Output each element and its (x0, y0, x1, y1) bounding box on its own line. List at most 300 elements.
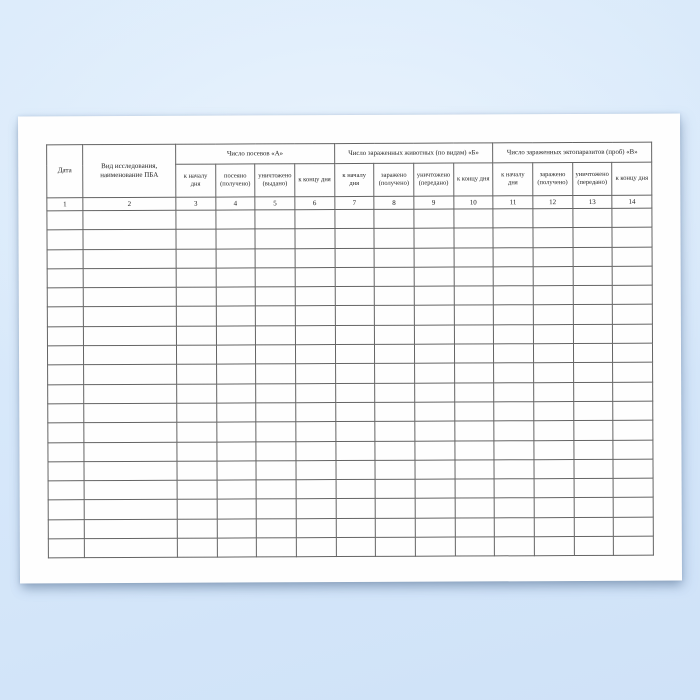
table-cell (47, 288, 83, 307)
table-cell (295, 325, 335, 344)
table-cell (83, 210, 176, 230)
table-cell (613, 382, 653, 401)
table-cell (336, 480, 376, 499)
table-cell (84, 461, 177, 481)
table-cell (335, 287, 375, 306)
table-cell (454, 363, 494, 382)
table-cell (48, 539, 84, 558)
table-cell (84, 365, 177, 385)
table-cell (48, 500, 84, 519)
table-cell (455, 537, 495, 556)
table-cell (534, 479, 574, 498)
table-cell (295, 229, 335, 248)
table-cell (414, 267, 454, 286)
table-cell (335, 422, 375, 441)
table-cell (176, 210, 216, 229)
table-cell (573, 363, 613, 382)
table-cell (414, 344, 454, 363)
table-cell (295, 287, 335, 306)
table-cell (494, 402, 534, 421)
table-cell (573, 324, 613, 343)
table-cell (534, 401, 574, 420)
subcol-a-start: к началу дня (176, 164, 216, 197)
paper-sheet (18, 114, 682, 584)
col-number: 2 (83, 197, 176, 210)
table-cell (454, 286, 494, 305)
table-cell (216, 268, 256, 287)
table-cell (374, 248, 414, 267)
table-cell (176, 268, 216, 287)
table-row (47, 285, 652, 307)
table-row (47, 343, 652, 365)
table-cell (455, 460, 495, 479)
table-cell (375, 460, 415, 479)
table-cell (47, 326, 83, 345)
table-row (47, 324, 652, 346)
col-number: 10 (453, 196, 493, 209)
col-number: 14 (612, 195, 652, 208)
table-cell (414, 286, 454, 305)
table-cell (176, 229, 216, 248)
table-cell (177, 538, 217, 557)
table-cell (296, 499, 336, 518)
table-cell (453, 209, 493, 228)
table-cell (176, 287, 216, 306)
table-cell (177, 519, 217, 538)
table-cell (613, 420, 653, 439)
table-cell (534, 459, 574, 478)
table-cell (612, 247, 652, 266)
table-cell (454, 421, 494, 440)
table-cell (494, 421, 534, 440)
table-cell (335, 402, 375, 421)
table-cell (494, 363, 534, 382)
table-cell (176, 249, 216, 268)
table-cell (573, 247, 613, 266)
table-cell (295, 306, 335, 325)
table-cell (573, 286, 613, 305)
col-header-research: Вид исследования, наименование ПБА (83, 144, 176, 197)
table-cell (217, 461, 257, 480)
table-cell (574, 498, 614, 517)
table-cell (336, 441, 376, 460)
table-row (48, 401, 653, 423)
table-cell (375, 306, 415, 325)
table-cell (573, 421, 613, 440)
table-body (47, 208, 653, 558)
table-cell (47, 269, 83, 288)
subcol-b-infected: заражено (получено) (374, 163, 414, 196)
table-cell (493, 247, 533, 266)
table-cell (612, 208, 652, 227)
table-cell (614, 517, 654, 536)
table-cell (415, 518, 455, 537)
table-cell (84, 500, 177, 520)
table-cell (374, 229, 414, 248)
table-cell (256, 345, 296, 364)
table-cell (494, 324, 534, 343)
table-cell (614, 536, 654, 555)
col-number: 6 (295, 197, 335, 210)
table-cell (216, 364, 256, 383)
table-cell (613, 363, 653, 382)
table-cell (533, 305, 573, 324)
table-cell (216, 287, 256, 306)
col-number: 13 (572, 195, 612, 208)
table-cell (415, 479, 455, 498)
table-cell (375, 479, 415, 498)
table-cell (84, 538, 177, 558)
table-cell (257, 518, 297, 537)
col-number: 9 (414, 196, 454, 209)
table-cell (573, 343, 613, 362)
table-cell (335, 325, 375, 344)
table-cell (216, 229, 256, 248)
table-cell (335, 209, 375, 228)
table-cell (48, 365, 84, 384)
table-cell (613, 305, 653, 324)
subcol-v-start: к началу дня (493, 163, 533, 196)
table-cell (177, 461, 217, 480)
table-cell (573, 266, 613, 285)
table-cell (375, 402, 415, 421)
table-cell (414, 306, 454, 325)
col-number: 11 (493, 196, 533, 209)
table-cell (296, 538, 336, 557)
table-cell (375, 344, 415, 363)
table-cell (415, 421, 455, 440)
table-cell (414, 325, 454, 344)
col-number: 7 (334, 196, 374, 209)
table-cell (455, 498, 495, 517)
table-cell (84, 519, 177, 539)
table-cell (216, 384, 256, 403)
table-cell (296, 364, 336, 383)
table-row (48, 498, 653, 520)
table-cell (494, 286, 534, 305)
table-cell (573, 401, 613, 420)
table-cell (217, 480, 257, 499)
table-cell (494, 440, 534, 459)
table-cell (83, 345, 176, 365)
table-cell (336, 518, 376, 537)
table-cell (47, 307, 83, 326)
table-cell (217, 499, 257, 518)
table-cell (494, 498, 534, 517)
table-cell (48, 404, 84, 423)
table-cell (336, 460, 376, 479)
table-row (47, 305, 652, 327)
subcol-a-end: к концу дня (295, 164, 335, 197)
table-cell (295, 248, 335, 267)
table-row (48, 478, 653, 500)
table-cell (47, 211, 83, 230)
table-cell (375, 383, 415, 402)
table-cell (84, 480, 177, 500)
col-number: 1 (47, 198, 83, 211)
table-cell (376, 537, 416, 556)
table-cell (177, 500, 217, 519)
table-cell (533, 286, 573, 305)
table-cell (574, 459, 614, 478)
table-cell (83, 268, 176, 288)
subcol-v-end: к концу дня (612, 162, 652, 195)
table-cell (176, 326, 216, 345)
table-cell (48, 423, 84, 442)
table-cell (83, 307, 176, 327)
table-row (48, 517, 653, 539)
table-cell (414, 228, 454, 247)
table-cell (454, 402, 494, 421)
table-cell (256, 306, 296, 325)
table-row (48, 363, 653, 385)
table-cell (454, 247, 494, 266)
table-cell (84, 403, 177, 423)
table-cell (374, 267, 414, 286)
table-cell (375, 286, 415, 305)
table-cell (376, 518, 416, 537)
table-cell (48, 384, 84, 403)
table-cell (217, 538, 257, 557)
table-row (48, 382, 653, 404)
table-cell (255, 229, 295, 248)
col-number: 4 (215, 197, 255, 210)
table-row (48, 440, 653, 462)
table-cell (216, 422, 256, 441)
table-cell (256, 499, 296, 518)
table-cell (534, 440, 574, 459)
table-cell (613, 401, 653, 420)
table-cell (454, 267, 494, 286)
table-cell (83, 326, 176, 346)
subcol-b-destroyed: уничтожено (передано) (414, 163, 454, 196)
table-cell (177, 403, 217, 422)
table-cell (455, 479, 495, 498)
table-cell (48, 462, 84, 481)
table-cell (295, 345, 335, 364)
table-cell (533, 266, 573, 285)
table-cell (335, 383, 375, 402)
table-cell (415, 363, 455, 382)
table-cell (217, 519, 257, 538)
table-cell (84, 384, 177, 404)
table-cell (216, 306, 256, 325)
table-cell (176, 307, 216, 326)
table-row (47, 247, 652, 269)
table-cell (495, 537, 535, 556)
table-cell (335, 267, 375, 286)
table-row (48, 536, 653, 558)
table-cell (256, 422, 296, 441)
table-cell (533, 228, 573, 247)
table-cell (256, 480, 296, 499)
table-cell (176, 345, 216, 364)
table-cell (217, 441, 257, 460)
table-cell (48, 481, 84, 500)
table-cell (495, 517, 535, 536)
table-cell (296, 403, 336, 422)
subcol-b-end: к концу дня (453, 163, 493, 196)
table-cell (494, 382, 534, 401)
table-cell (613, 478, 653, 497)
subcol-v-infected: заражено (получено) (533, 163, 573, 196)
col-group-animals-b: Число зараженных животных (по видам) «Б» (334, 143, 493, 164)
col-number: 8 (374, 196, 414, 209)
table-cell (534, 382, 574, 401)
table-cell (612, 285, 652, 304)
table-cell (83, 230, 176, 250)
table-header (47, 142, 652, 211)
table-cell (256, 441, 296, 460)
table-cell (296, 441, 336, 460)
table-cell (295, 210, 335, 229)
table-cell (533, 324, 573, 343)
table-cell (533, 209, 573, 228)
table-cell (177, 364, 217, 383)
table-cell (573, 208, 613, 227)
table-cell (494, 344, 534, 363)
table-cell (494, 305, 534, 324)
table-cell (47, 249, 83, 268)
table-cell (454, 440, 494, 459)
table-cell (374, 209, 414, 228)
table-row (48, 459, 653, 481)
table-cell (454, 344, 494, 363)
table-cell (255, 268, 295, 287)
table-cell (454, 228, 494, 247)
col-number: 5 (255, 197, 295, 210)
table-cell (415, 460, 455, 479)
table-cell (534, 517, 574, 536)
table-cell (494, 460, 534, 479)
table-cell (574, 517, 614, 536)
table-cell (296, 422, 336, 441)
table-cell (613, 498, 653, 517)
col-group-ectoparasites-v: Число зараженных эктопаразитов (проб) «В» (493, 142, 652, 163)
subcol-v-destroyed: уничтожено (передано) (572, 162, 612, 195)
table-cell (612, 266, 652, 285)
subcol-a-destroyed: уничтожено (выдано) (255, 164, 295, 197)
table-row (47, 208, 652, 230)
table-cell (415, 383, 455, 402)
table-cell (534, 421, 574, 440)
table-cell (375, 325, 415, 344)
table-cell (415, 441, 455, 460)
table-cell (613, 324, 653, 343)
table-cell (493, 267, 533, 286)
table-cell (573, 228, 613, 247)
table-cell (415, 537, 455, 556)
table-cell (256, 287, 296, 306)
table-cell (47, 346, 83, 365)
subcol-a-seeded: посеяно (получено) (215, 164, 255, 197)
table-cell (335, 344, 375, 363)
table-cell (48, 519, 84, 538)
table-cell (84, 442, 177, 462)
table-row (48, 420, 653, 442)
table-cell (454, 383, 494, 402)
table-cell (574, 479, 614, 498)
table-cell (295, 267, 335, 286)
table-cell (257, 538, 297, 557)
table-cell (533, 344, 573, 363)
table-cell (48, 442, 84, 461)
table-cell (613, 343, 653, 362)
table-cell (574, 536, 614, 555)
subcol-b-start: к началу дня (334, 163, 374, 196)
table-cell (493, 228, 533, 247)
col-number: 3 (176, 197, 216, 210)
table-cell (177, 442, 217, 461)
table-cell (177, 384, 217, 403)
table-cell (335, 229, 375, 248)
table-cell (296, 518, 336, 537)
table-cell (533, 247, 573, 266)
table-cell (375, 441, 415, 460)
table-cell (613, 440, 653, 459)
table-cell (336, 499, 376, 518)
table-cell (612, 227, 652, 246)
table-cell (414, 209, 454, 228)
table-cell (255, 248, 295, 267)
table-cell (375, 421, 415, 440)
table-cell (613, 459, 653, 478)
table-cell (256, 461, 296, 480)
table-cell (296, 460, 336, 479)
table-cell (534, 537, 574, 556)
table-cell (216, 345, 256, 364)
table-cell (335, 364, 375, 383)
table-cell (47, 230, 83, 249)
table-cell (177, 480, 217, 499)
col-number: 12 (533, 196, 573, 209)
table-row (47, 227, 652, 249)
table-cell (454, 325, 494, 344)
table-cell (216, 249, 256, 268)
table-cell (454, 305, 494, 324)
table-cell (573, 382, 613, 401)
table-cell (336, 537, 376, 556)
table-cell (493, 209, 533, 228)
table-cell (216, 326, 256, 345)
table-cell (375, 499, 415, 518)
table-cell (415, 402, 455, 421)
table-cell (256, 364, 296, 383)
col-header-date: Дата (47, 145, 83, 198)
col-group-cultures-a: Число посевов «А» (176, 144, 335, 165)
table-row (47, 266, 652, 288)
table-cell (534, 498, 574, 517)
table-cell (414, 248, 454, 267)
journal-form-table (46, 142, 654, 559)
table-cell (83, 287, 176, 307)
table-cell (415, 498, 455, 517)
table-cell (573, 305, 613, 324)
table-cell (574, 440, 614, 459)
table-cell (256, 383, 296, 402)
table-cell (256, 326, 296, 345)
table-cell (255, 210, 295, 229)
table-cell (177, 422, 217, 441)
table-cell (335, 248, 375, 267)
table-cell (296, 480, 336, 499)
header-group-row (47, 142, 652, 165)
table-cell (84, 423, 177, 443)
table-cell (216, 210, 256, 229)
table-cell (83, 249, 176, 269)
table-cell (216, 403, 256, 422)
table-cell (494, 479, 534, 498)
